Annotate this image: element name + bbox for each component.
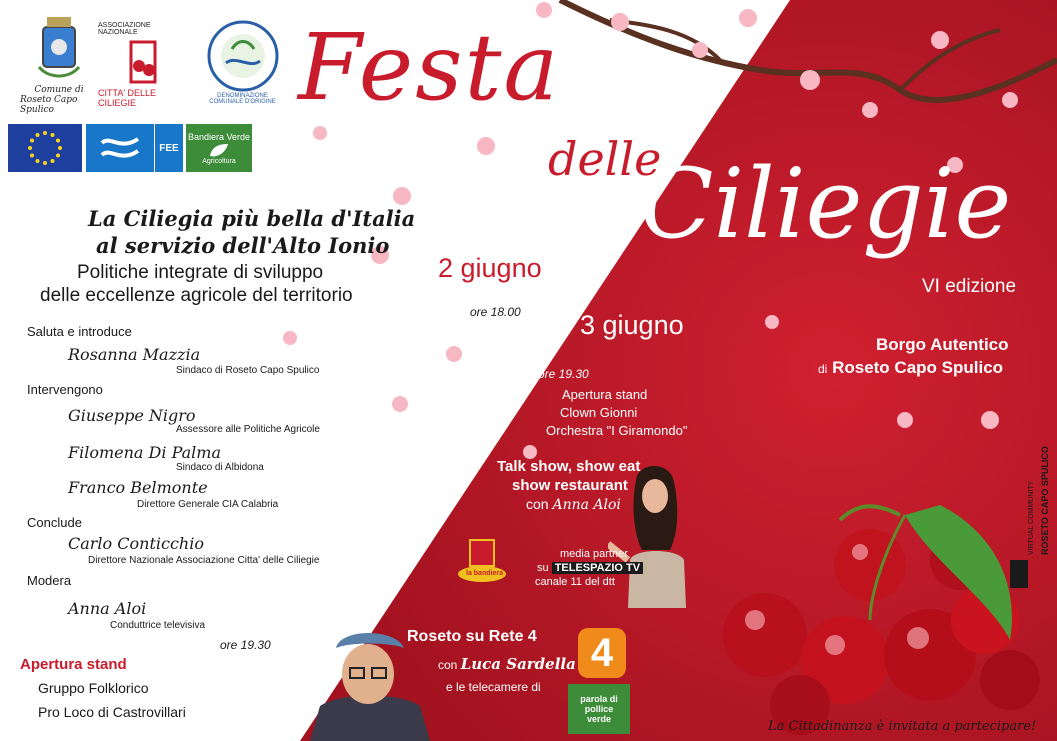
day2-item: Clown Gionni	[560, 405, 638, 420]
location-di: di	[818, 362, 828, 376]
role-label: Modera	[27, 573, 72, 588]
speaker-name: Filomena Di Palma	[68, 443, 221, 462]
speaker-name: Franco Belmonte	[68, 478, 208, 497]
location-town: Roseto Capo Spulico	[832, 358, 1004, 377]
rete-title: Roseto su Rete 4	[407, 628, 537, 645]
waves-icon	[100, 133, 140, 163]
eu-stars-icon	[25, 128, 65, 168]
partner-line2: pollice	[584, 704, 614, 714]
deco-caption: DENOMINAZIONE COMUNALE D'ORIGINE	[209, 93, 276, 105]
talk-line1: Talk show, show eat	[497, 458, 641, 475]
comune-logo	[20, 10, 98, 120]
vc-line2: ROSETO CAPO SPULICO	[1040, 446, 1050, 555]
vc-logo-mark	[1010, 560, 1028, 588]
media-line3: canale 11 del dtt	[535, 576, 615, 588]
rete-host-line	[438, 655, 576, 673]
media-line1: media partner	[560, 548, 628, 560]
vc-line1: VIRTUAL COMMUNITY	[1028, 480, 1035, 555]
bandiera-label: Bandiera Verde	[187, 131, 251, 142]
comune-caption-1: Comune di	[34, 85, 84, 95]
anna-aloi-photo	[608, 460, 703, 608]
comune-caption-2: Roseto Capo Spulico	[20, 95, 78, 115]
media-line2	[537, 562, 643, 574]
rete-with: con	[438, 658, 458, 672]
speaker-desc: Sindaco di Roseto Capo Spulico	[176, 365, 320, 376]
conference-end-time: ore 19.30	[220, 638, 271, 652]
day2-item: Orchestra "I Giramondo"	[546, 423, 688, 438]
bandiera-sub: Agricoltura	[202, 157, 236, 165]
day2-item: Apertura stand	[562, 387, 648, 402]
luca-sardella-photo	[300, 622, 450, 741]
speaker-desc: Conduttrice televisiva	[110, 620, 206, 631]
apertura-item: Gruppo Folklorico	[38, 680, 149, 696]
citta-caption-top: ASSOCIAZIONE NAZIONALE	[98, 22, 151, 36]
speaker-desc: Sindaco di Albidona	[176, 462, 264, 473]
leaf-icon	[208, 142, 230, 158]
speaker-desc: Direttore Nazionale Associazione Citta' delle Ciliegie	[88, 555, 320, 566]
eu-flag	[8, 124, 82, 172]
talk-line2: show restaurant	[512, 477, 628, 494]
speaker-name: Carlo Conticchio	[68, 534, 204, 553]
media-tv: TELESPAZIO TV	[552, 562, 643, 574]
coat-of-arms-icon	[35, 15, 83, 85]
title-ciliegie: Ciliegie	[640, 148, 1012, 260]
pollice-verde-logo	[568, 684, 630, 734]
day2-time: ore 19.30	[538, 367, 589, 381]
headline-1: La Ciliegia più bella d'Italia	[88, 206, 416, 231]
speaker-desc: Direttore Generale CIA Calabria	[137, 499, 279, 510]
rete-line3: e le telecamere di	[446, 680, 541, 694]
deco-logo	[200, 12, 285, 112]
location-line2	[818, 358, 1003, 378]
deco-seal-icon	[206, 19, 280, 93]
cherry-tower-icon	[123, 36, 163, 88]
day2-date: 3 giugno	[580, 310, 684, 340]
role-label: Saluta e introduce	[27, 324, 132, 339]
blue-flag	[86, 124, 154, 172]
speaker-name: Rosanna Mazzia	[68, 345, 201, 364]
fee-flag	[155, 124, 183, 172]
rete4-logo: 4	[578, 628, 626, 678]
rete-host: Luca Sardella	[460, 655, 576, 673]
subheadline-1: Politiche integrate di sviluppo	[77, 262, 324, 283]
bandiera-verde-flag	[186, 124, 252, 172]
citta-caption-main: CITTA' DELLE CILIEGIE	[98, 88, 157, 108]
title-festa: Festa	[298, 14, 561, 121]
speaker-name: Anna Aloi	[68, 599, 147, 618]
invitation-text: La Cittadinanza è invitata a partecipare!	[768, 719, 1037, 734]
day1-date: 2 giugno	[438, 253, 542, 283]
speaker-desc: Assessore alle Politiche Agricole	[176, 424, 320, 435]
talk-host-line	[526, 496, 621, 513]
headline-2: al servizio dell'Alto Ionio	[96, 233, 390, 258]
citta-ciliegie-logo	[98, 10, 188, 120]
badge-label: la bandiera	[466, 570, 503, 577]
talk-with: con	[526, 496, 549, 512]
talk-host: Anna Aloi	[552, 497, 621, 513]
fee-label: FEE	[159, 142, 179, 154]
role-label: Conclude	[27, 515, 82, 530]
speaker-name: Giuseppe Nigro	[68, 406, 196, 425]
title-delle: delle	[548, 132, 662, 186]
edition: VI edizione	[922, 276, 1017, 297]
media-su: su	[537, 562, 549, 574]
partner-line1: parola di	[580, 694, 618, 704]
subheadline-2: delle eccellenze agricole del territorio	[40, 285, 353, 306]
partner-line3: verde	[586, 714, 612, 724]
apertura-title: Apertura stand	[20, 656, 127, 673]
apertura-item: Pro Loco di Castrovillari	[38, 704, 186, 720]
day1-time: ore 18.00	[470, 305, 521, 319]
role-label: Intervengono	[27, 382, 103, 397]
location-line1: Borgo Autentico	[876, 335, 1009, 354]
